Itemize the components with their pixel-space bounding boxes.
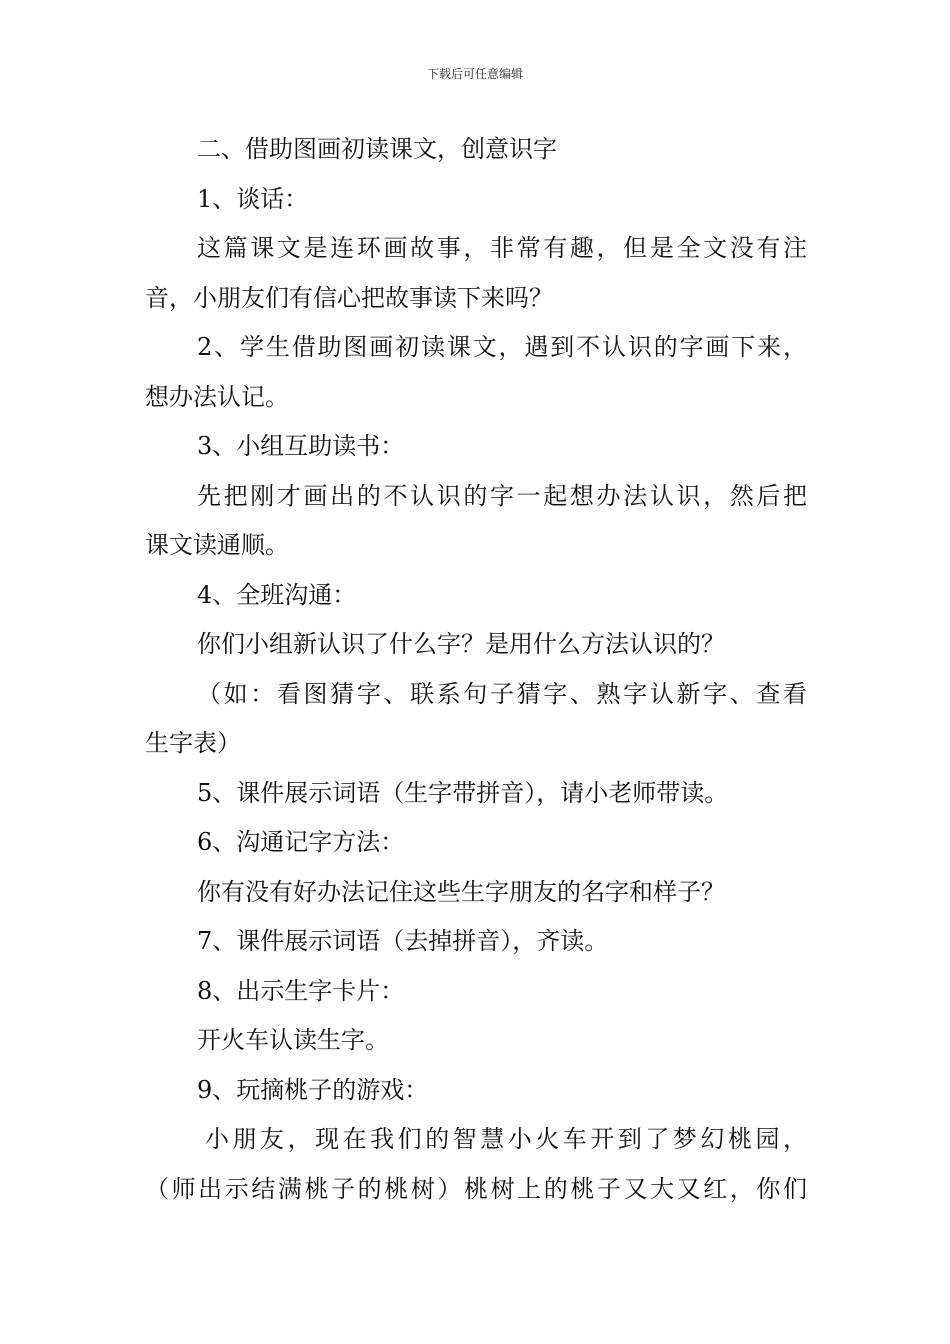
step-heading: 3、小组互助读书：: [197, 432, 405, 460]
paragraph-line: （师出示结满桃子的桃树）桃树上的桃子又大又红，你们: [145, 1174, 807, 1203]
page-header-note: 下载后可任意编辑: [426, 67, 523, 81]
paragraph-line: 课文读通顺。: [145, 531, 289, 559]
document-body: [145, 125, 807, 1214]
step-heading: 7、课件展示词语（去掉拼音），齐读。: [197, 927, 609, 955]
step-heading: 9、玩摘桃子的游戏：: [197, 1075, 429, 1104]
paragraph-line: 你有没有好办法记住这些生字朋友的名字和样子？: [197, 877, 725, 906]
paragraph-line: （如：看图猜字、联系句子猜字、熟字认新字、查看: [197, 679, 807, 708]
step-heading: 5、课件展示词语（生字带拼音），请小老师带读。: [197, 778, 729, 807]
step-heading: 1、谈话：: [197, 184, 309, 213]
paragraph-line: 你们小组新认识了什么字？是用什么方法认识的？: [197, 630, 725, 658]
paragraph-line: 生字表）: [145, 729, 241, 757]
step-heading: 2、学生借助图画初读课文，遇到不认识的字画下来，: [197, 333, 807, 361]
paragraph-line: 这篇课文是连环画故事，非常有趣，但是全文没有注: [197, 234, 807, 262]
step-heading: 4、全班沟通：: [197, 580, 357, 609]
step-heading: 8、出示生字卡片：: [197, 976, 405, 1005]
step-heading: 6、沟通记字方法：: [197, 828, 405, 856]
paragraph-line: 先把刚才画出的不认识的字一起想办法认识，然后把: [197, 481, 807, 510]
paragraph-line: 开火车认读生字。: [197, 1026, 389, 1054]
paragraph-line: 想办法认记。: [145, 382, 289, 411]
paragraph-line: 小朋友，现在我们的智慧小火车开到了梦幻桃园，: [205, 1125, 807, 1153]
paragraph-line: 音，小朋友们有信心把故事读下来吗？: [145, 283, 553, 312]
section-heading: 二、借助图画初读课文，创意识字: [197, 135, 557, 163]
